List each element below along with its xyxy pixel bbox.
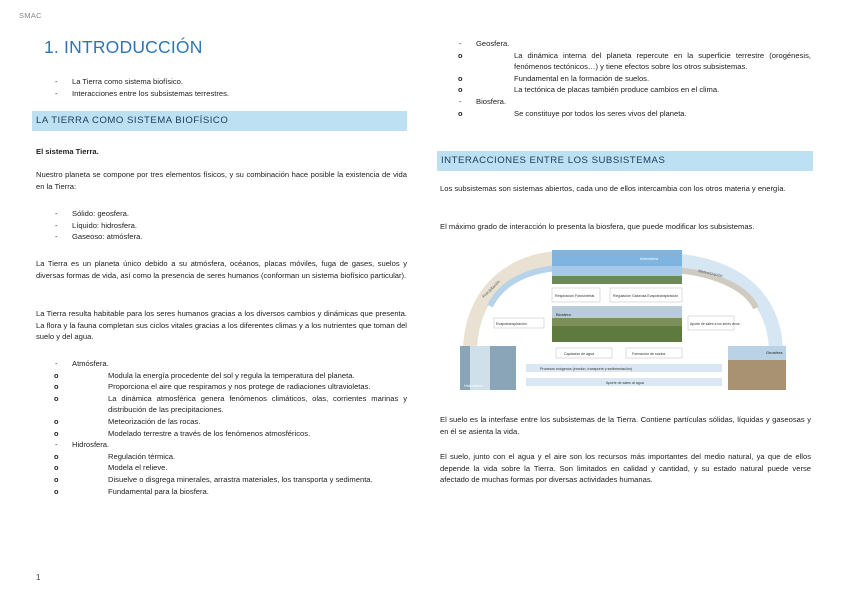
list-item-label: Biosfera. [476,96,506,106]
page-number: 1 [36,573,41,582]
atmosfera-sublist [36,370,407,440]
paragraph: La Tierra resulta habitable para los seres humanos gracias a los diversos cambios y dinámicas que presenta. La flora y la fauna completan sus ciclos vitales gracias a los diferentes climas y a los nutrientes que toman del suelo y del agua. [36,309,407,342]
arc-right-label: Meteorización [697,268,724,279]
paragraph: El suelo, junto con el agua y el aire son los recursos más importantes del medio natural, ya que de ellos depende la vida sobre la Tierra. Son limitados en calidad y cantidad, y su estado natural puede verse afectado de muchas formas por diversas actividades humanas. [440,452,811,485]
sublist-item: o Proporciona el aire que respiramos y nos protege de radiaciones ultravioletas. [36,381,407,393]
atmosfera-image-land [552,276,682,284]
paragraph: Nuestro planeta se compone por tres elementos físicos, y su combinación hace posible la existencia de vida en la Tierra: [36,170,407,191]
list-item-hidrosfera [36,439,407,497]
arrow-aporte-agua-text: Aporte de sales al agua [606,381,644,385]
list-item-label: Hidrosfera. [72,440,110,450]
list-item: - Interacciones entre los subsistemas terrestres. [36,88,407,100]
hidrosfera-label: Hidrosfera [464,383,483,388]
paragraph: La Tierra es un planeta único debido a su atmósfera, océanos, placas móviles, fuga de gases, suelos y diversas formas de vida, así como la presencia de seres humanos (conforman un sistema biofísico particular). [36,259,407,280]
list-item: - Sólido: geosfera. [36,208,407,220]
box-reg-gases-text: Regulación Gaseosa Evapotranspiración [613,294,679,298]
subheading-sistema-tierra: El sistema Tierra. [36,147,99,156]
elements-list [36,208,407,243]
arc-left-label: Precipitación [481,278,501,299]
biosfera-sublist [440,108,811,120]
biosfera-image-sky [552,306,682,318]
list-item-geosfera [440,38,811,96]
sublist-item: o La tectónica de placas también produce cambios en el clima. [440,84,811,96]
list-item: - Líquido: hidrosfera. [36,220,407,232]
sublist-item: o Fundamental en la formación de suelos. [440,73,811,85]
list-item-biosfera [440,96,811,119]
section-heading-sistema-biofisico: LA TIERRA COMO SISTEMA BIOFÍSICO [32,111,407,131]
subsystems-list [36,358,407,497]
sublist-item: o La dinámica atmosférica genera fenómenos climáticos, olas, corrientes marinas y distribución de las precipitaciones. [36,393,407,416]
box-aporte-suelo-text: Aporte de sales a los seres vivos [690,322,740,326]
biosfera-image-forest [552,326,682,342]
subsystems-diagram [460,246,786,396]
list-item-atmosfera [36,358,407,439]
list-item-label: Atmósfera. [72,359,109,368]
intro-list [36,76,407,99]
sublist-item: o Modula la energía procedente del sol y regula la temperatura del planeta. [36,370,407,382]
sublist-item: o Meteorización de las rocas. [36,416,407,428]
paragraph: El suelo es la interfase entre los subsistemas de la Tierra. Contiene partículas sólidas, líquidas y gaseosas y en él se asienta la vida. [440,415,811,436]
section-heading-interacciones: INTERACCIONES ENTRE LOS SUBSISTEMAS [437,151,813,171]
list-item-label: Geosfera. [476,39,510,48]
page-title: 1. INTRODUCCIÓN [44,37,203,57]
geosfera-sublist [440,50,811,96]
sublist-item: o Modelado terrestre a través de los fenómenos atmosféricos. [36,428,407,440]
biosfera-label: Biosfera [556,312,571,317]
paragraph: Los subsistemas son sistemas abiertos, cada uno de ellos intercambia con los otros materia y energía. [440,184,786,193]
box-evapotranspiracion-text: Evapotranspiración [496,322,527,326]
arrow-procesos-text: Procesos exógenos (erosión, transporte y sedimentación) [540,367,632,371]
sublist-item: o Modela el relieve. [36,462,407,474]
sublist-item: o Regulación térmica. [36,451,407,463]
box-respiracion-text: Respiración Fotosíntesis [555,294,595,298]
subsystems-list-continued [440,38,811,119]
hidrosfera-sublist [36,451,407,497]
sublist-item: o Se constituye por todos los seres vivos del planeta. [440,108,811,120]
box-formacion-text: Formación de suelos [632,352,666,356]
box-captacion-text: Captación de agua [564,352,595,356]
document-header: SMAC [19,11,42,20]
sublist-item: o Disuelve o disgrega minerales, arrastra materiales, los transporta y sedimenta. [36,474,407,486]
paragraph: El máximo grado de interacción lo presenta la biosfera, que puede modificar los subsistemas. [440,222,755,231]
atmosfera-label: Atmósfera [640,256,659,261]
sublist-item: o La dinámica interna del planeta repercute en la superficie terrestre (orogénesis, fenómenos tectónicos…) y tiene efectos sobre los otros subsistemas. [440,50,811,73]
list-item: - La Tierra como sistema biofísico. [36,76,407,88]
sublist-item: o Fundamental para la biosfera. [36,486,407,498]
list-item: - Gaseoso: atmósfera. [36,231,407,243]
geosfera-label: Geosfera [766,350,783,355]
